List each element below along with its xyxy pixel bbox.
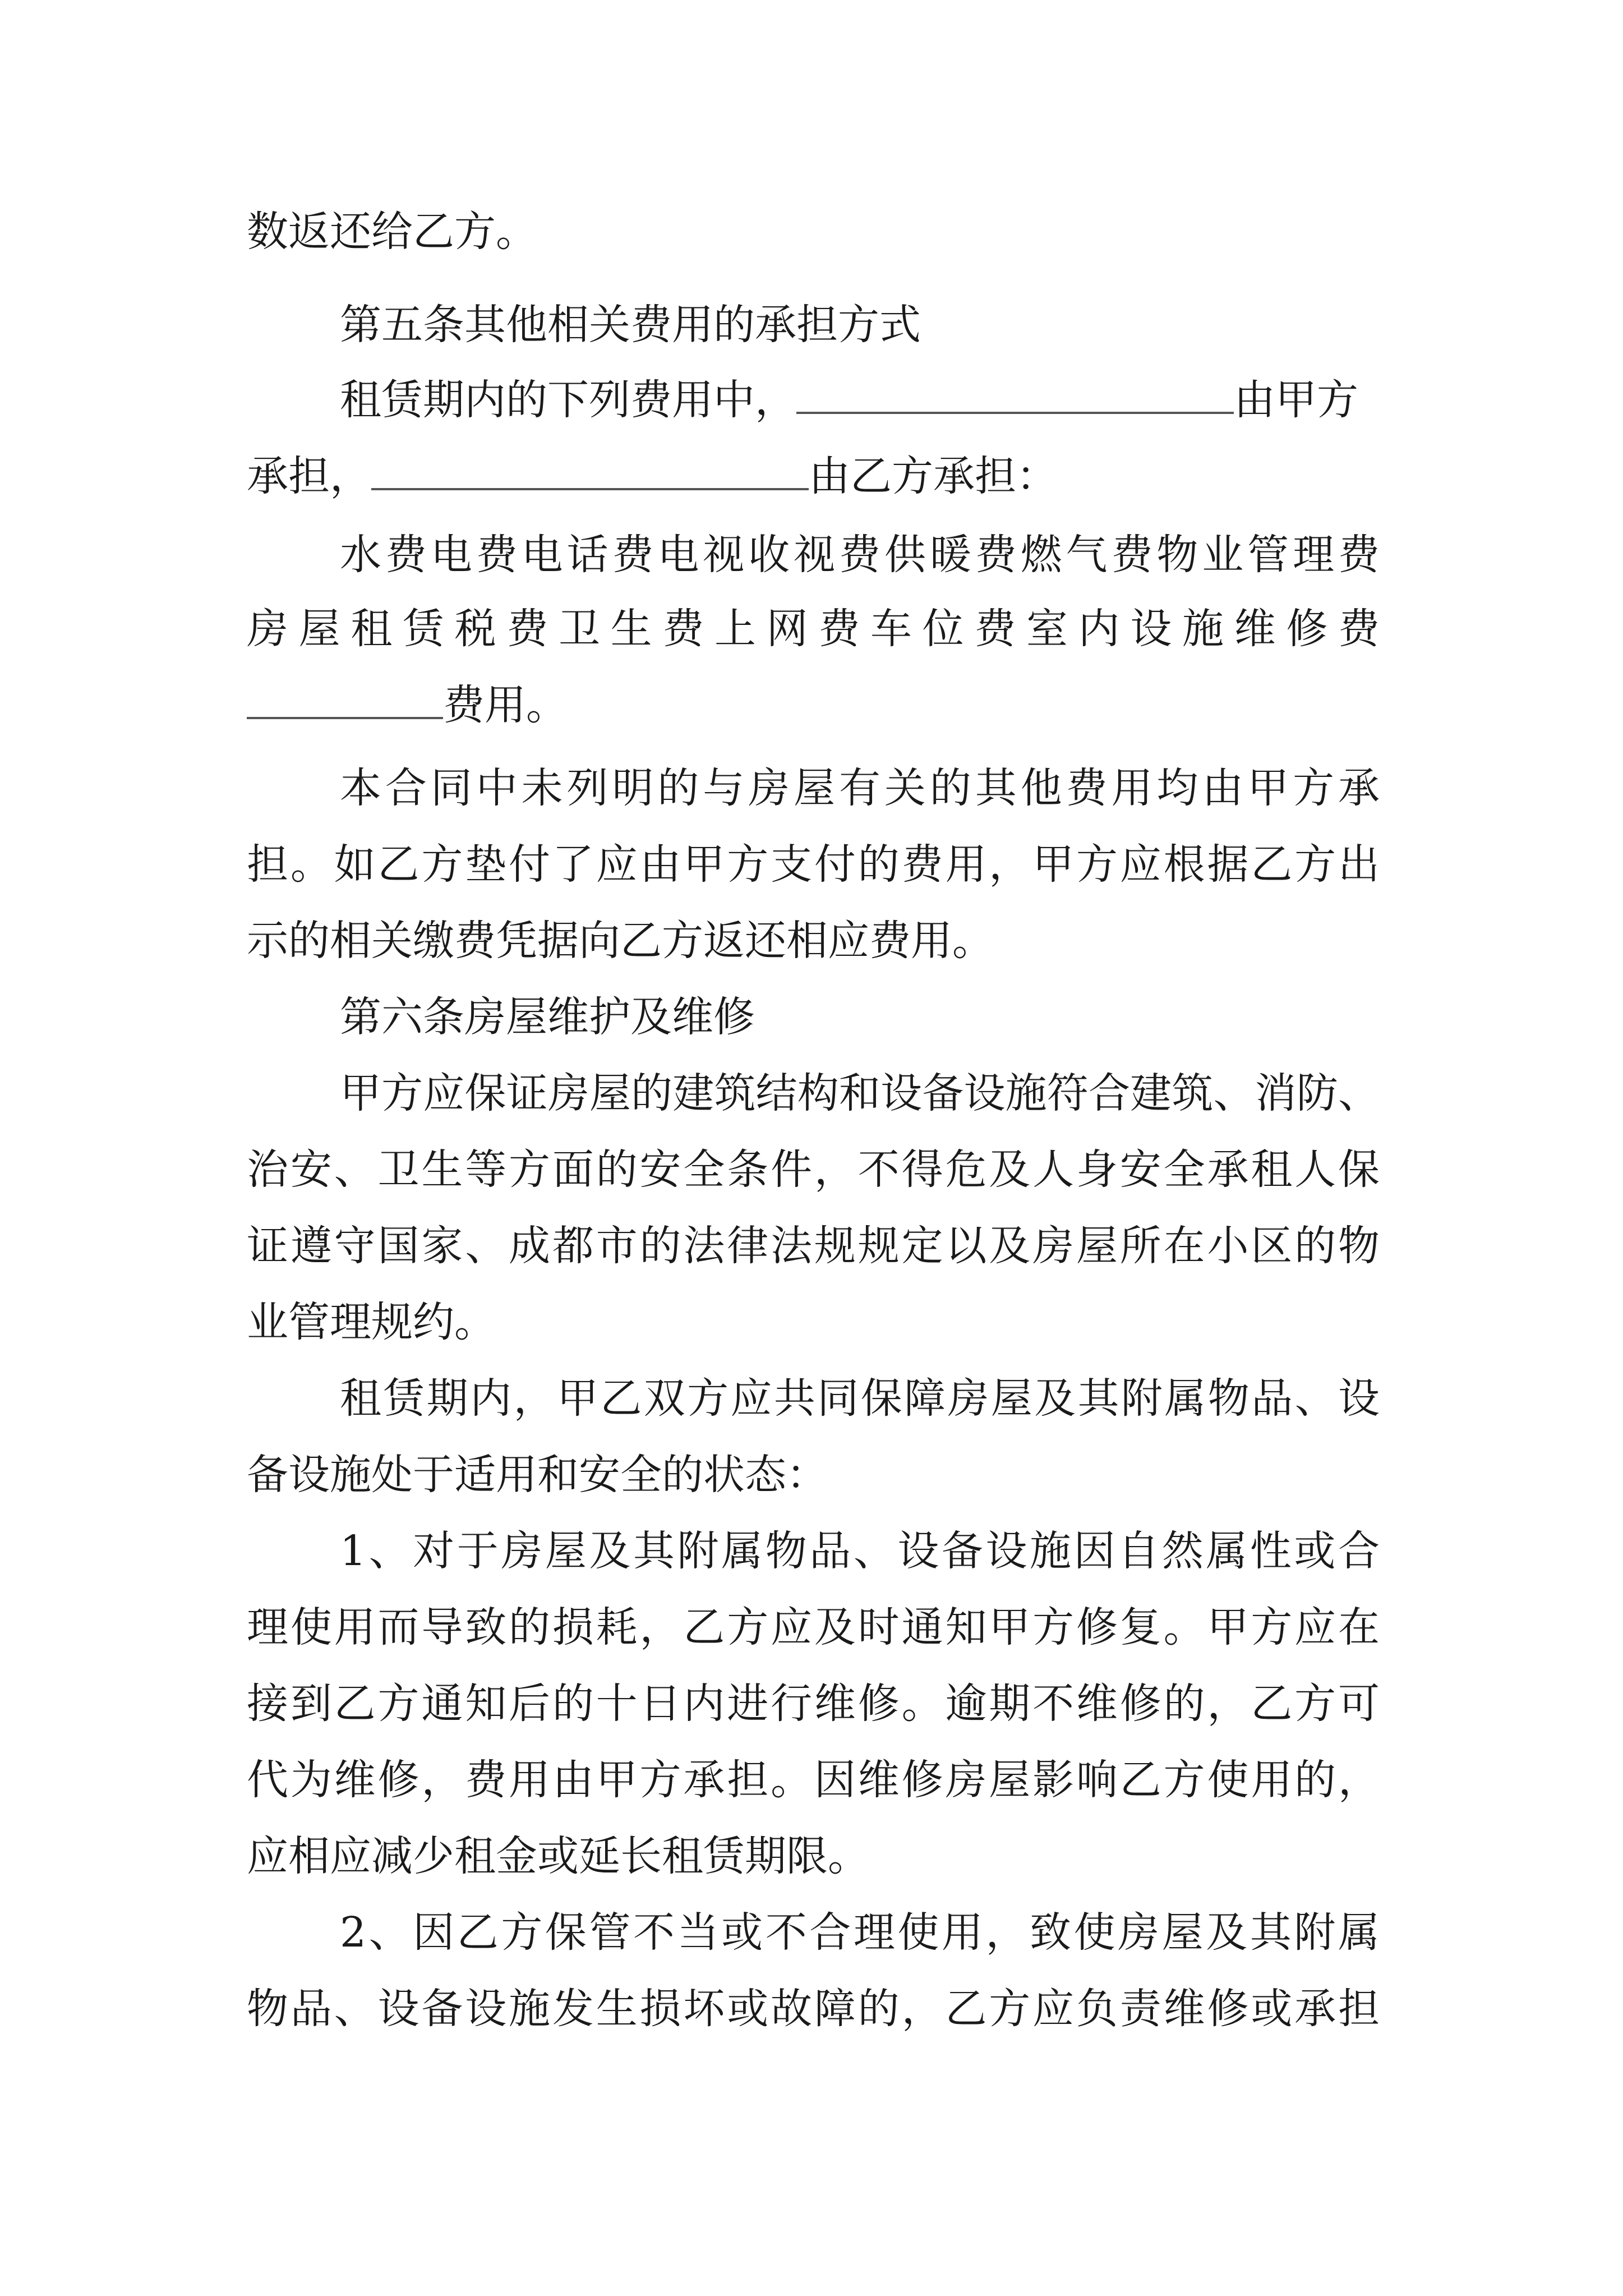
paragraph-line: 应相应减少租金或延长租赁期限。: [247, 1832, 869, 1880]
paragraph-line: 示的相关缴费凭据向乙方返还相应费用。: [247, 917, 994, 965]
paragraph-line: 担。如乙方垫付了应由甲方支付的费用，甲方应根据乙方出: [247, 840, 1380, 889]
paragraph-line: [247, 368, 1380, 432]
paragraph-line: [247, 673, 1380, 737]
paragraph-line: 代为维修，费用由甲方承担。因维修房屋影响乙方使用的，: [247, 1756, 1380, 1804]
paragraph-line: 证遵守国家、成都市的法律法规规定以及房屋所在小区的物: [247, 1222, 1380, 1270]
section-heading: 第五条其他相关费用的承担方式: [340, 301, 921, 349]
paragraph-line: 水费电费电话费电视收视费供暖费燃气费物业管理费: [340, 531, 1380, 579]
fill-in-blank: [247, 711, 443, 719]
paragraph-line: 甲方应保证房屋的建筑结构和设备设施符合建筑、消防、: [340, 1069, 1380, 1117]
line-text: 费用。: [443, 681, 568, 729]
paragraph-line: 理使用而导致的损耗，乙方应及时通知甲方修复。甲方应在: [247, 1603, 1380, 1651]
paragraph-line: 备设施处于适用和安全的状态：: [247, 1451, 828, 1499]
line-text: 承担，: [247, 452, 371, 500]
line-text: 由甲方: [1234, 376, 1358, 424]
fill-in-blank: [371, 482, 809, 490]
paragraph-line: 治安、卫生等方面的安全条件，不得危及人身安全承租人保: [247, 1145, 1380, 1194]
body-text: [247, 200, 1380, 264]
paragraph-line: 数返还给乙方。: [247, 208, 537, 256]
paragraph-line: 物品、设备设施发生损坏或故障的，乙方应负责维修或承担: [247, 1985, 1380, 2033]
paragraph-line: 1、对于房屋及其附属物品、设备设施因自然属性或合: [340, 1527, 1380, 1575]
paragraph-line: 业管理规约。: [247, 1298, 496, 1346]
paragraph-line: 2、因乙方保管不当或不合理使用，致使房屋及其附属: [340, 1908, 1380, 1957]
paragraph-line: 本合同中未列明的与房屋有关的其他费用均由甲方承: [340, 764, 1380, 812]
paragraph-line: [247, 444, 1380, 508]
line-text: 租赁期内的下列费用中，: [340, 376, 796, 424]
paragraph-line: 房屋租赁税费卫生费上网费车位费室内设施维修费: [247, 605, 1380, 653]
section-heading: 第六条房屋维护及维修: [340, 993, 755, 1041]
paragraph-line: 接到乙方通知后的十日内进行维修。逾期不维修的，乙方可: [247, 1680, 1380, 1728]
line-text: 由乙方承担：: [809, 452, 1058, 500]
fill-in-blank: [796, 406, 1234, 414]
paragraph-line: 租赁期内，甲乙双方应共同保障房屋及其附属物品、设: [340, 1374, 1380, 1423]
